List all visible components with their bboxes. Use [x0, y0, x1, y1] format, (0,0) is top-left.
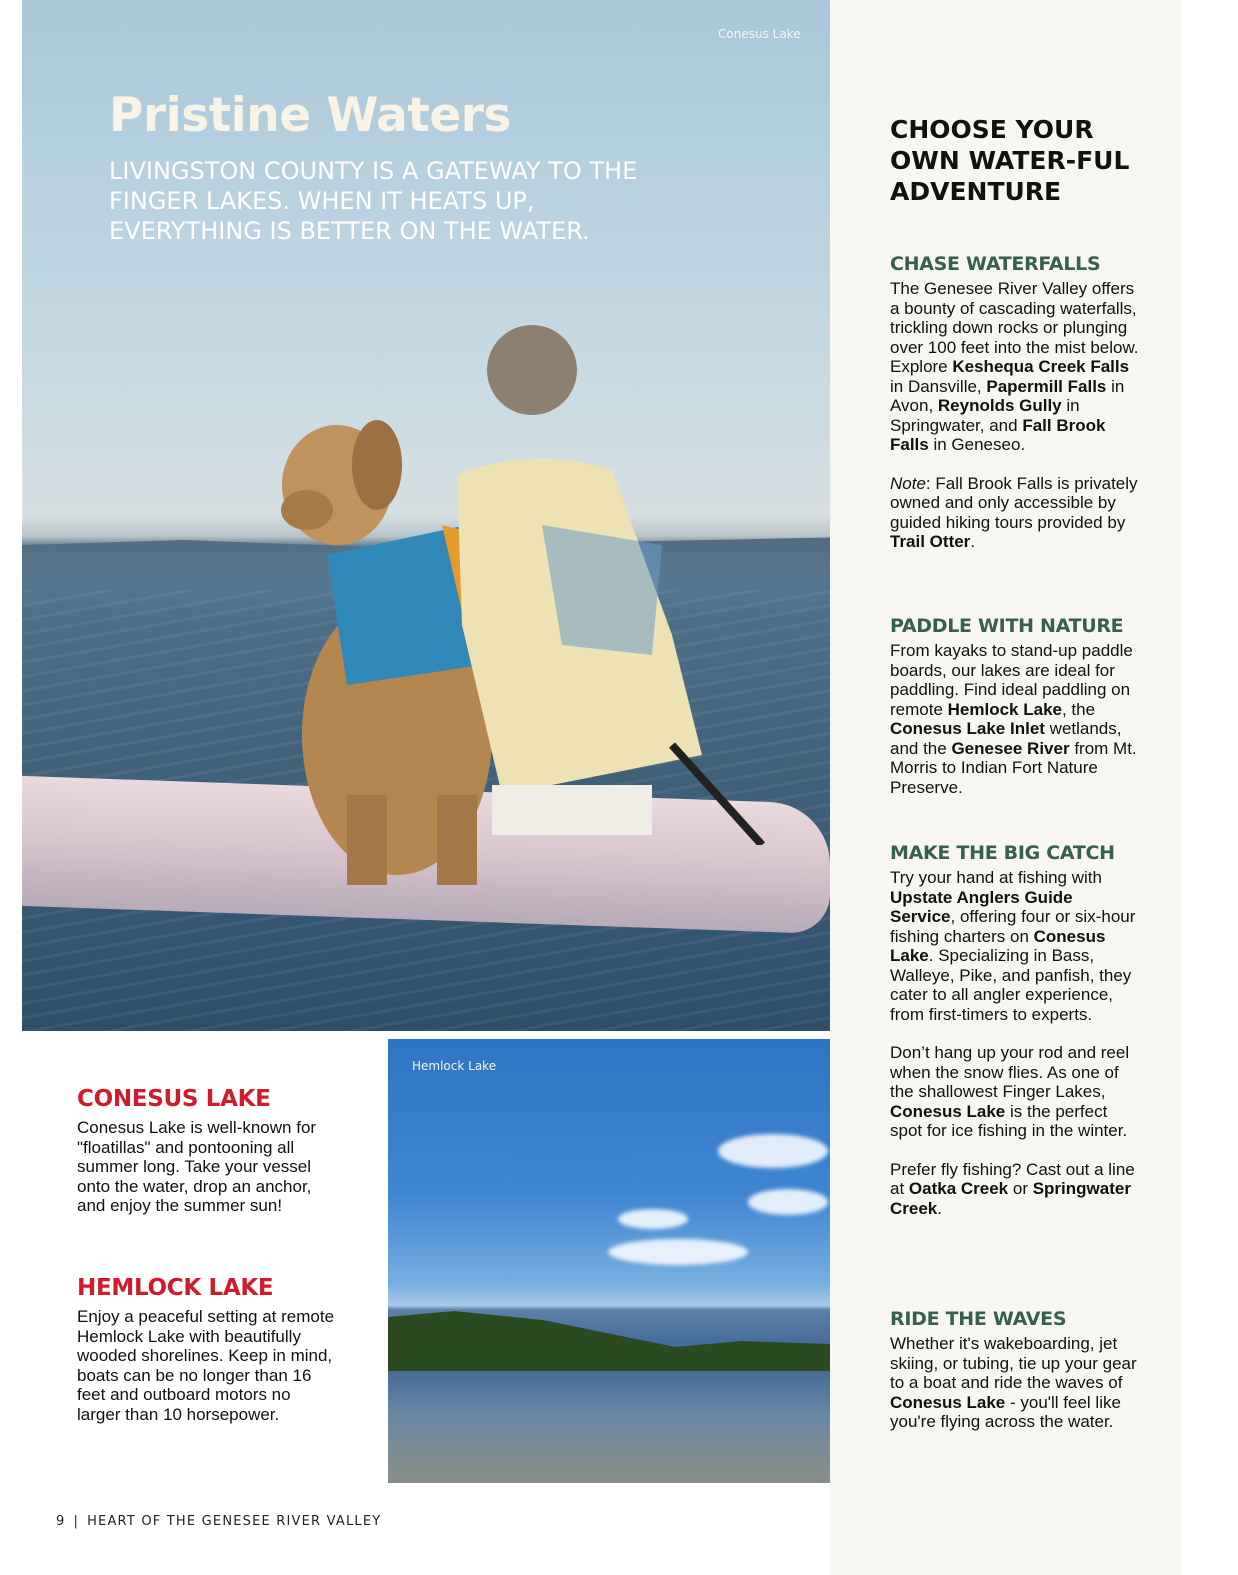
bold-place-name: Fall Brook Falls	[890, 415, 1106, 454]
bold-place-name: Keshequa Creek Falls	[952, 357, 1130, 376]
text-run: or	[1008, 1179, 1033, 1198]
hemlock-lake-block	[77, 1275, 337, 1424]
cloud	[748, 1189, 828, 1215]
page-title: Pristine Waters	[109, 88, 511, 143]
lake-body: Enjoy a peaceful setting at remote Hemlock Lake with beautifully wooded shorelines. Keep in mind, boats can be no longer than 16 feet and outboard motors no larger than 10 horsepower.	[77, 1307, 335, 1424]
text-run: in Springwater, and	[890, 396, 1080, 435]
bold-place-name: Genesee River	[951, 738, 1070, 758]
bold-place-name: Trail Otter	[890, 532, 971, 551]
woman-on-board-illustration	[442, 325, 772, 845]
section-title: CHASE WATERFALLS	[890, 253, 1101, 275]
section-chase-waterfalls	[890, 253, 1142, 571]
bold-place-name: Springwater Creek	[890, 1179, 1131, 1218]
bold-place-name: Conesus Lake	[890, 1392, 1006, 1412]
cloud	[718, 1134, 828, 1168]
text-run: in Geneseo.	[928, 435, 1026, 454]
hero-photo	[22, 0, 830, 1031]
text-run: . Specializing in Bass, Walleye, Pike, and panfish, they cater to all angler experience, from first-timers to experts.	[890, 946, 1132, 1024]
text-run: - you'll feel like you're flying across the water.	[890, 1392, 1121, 1431]
text-run: From kayaks to stand-up paddle boards, our lakes are ideal for paddling. Find ideal paddling on remote	[890, 641, 1133, 719]
bold-place-name: Papermill Falls	[986, 376, 1107, 396]
text-run: in Avon,	[890, 376, 1125, 415]
cloud	[618, 1209, 688, 1229]
sidebar-heading: CHOOSE YOUR OWN WATER-FUL ADVENTURE	[890, 115, 1130, 206]
section-ride-the-waves	[890, 1308, 1142, 1451]
text-run: , offering four or six-hour fishing charters on	[890, 907, 1136, 946]
lake-body: Conesus Lake is well-known for "floatillas" and pontooning all summer long. Take your vessel onto the water, drop an anchor, and enjoy the summer sun!	[77, 1118, 317, 1215]
text-run: wetlands, and the	[890, 719, 1122, 758]
text-run: is the perfect spot for ice fishing in the winter.	[890, 1101, 1128, 1140]
text-run: .	[970, 532, 976, 551]
text-run: Don’t hang up your rod and reel when the snow flies. As one of the shallowest Finger Lakes,	[890, 1043, 1130, 1101]
section-paragraph	[890, 1334, 1142, 1432]
wooded-shoreline	[388, 1311, 830, 1371]
section-paragraph	[890, 1043, 1142, 1141]
bold-place-name: Upstate Anglers Guide Service	[890, 887, 1073, 926]
section-paragraph	[890, 641, 1142, 797]
text-run: .	[937, 1198, 942, 1218]
page-footer	[56, 1514, 381, 1529]
bold-place-name: Reynolds Gully	[937, 396, 1062, 415]
lake-title: CONESUS LAKE	[77, 1086, 271, 1112]
footer-separator: |	[73, 1514, 80, 1529]
photo-caption: Hemlock Lake	[412, 1059, 497, 1073]
section-paddle-with-nature	[890, 615, 1142, 816]
hemlock-lake-photo	[388, 1039, 830, 1483]
section-title: MAKE THE BIG CATCH	[890, 842, 1115, 864]
section-title: PADDLE WITH NATURE	[890, 615, 1124, 637]
publication-name: HEART OF THE GENESEE RIVER VALLEY	[87, 1514, 382, 1529]
section-paragraph	[890, 868, 1142, 1024]
text-run: Try your hand at fishing with	[890, 868, 1102, 887]
conesus-lake-block	[77, 1086, 337, 1216]
bold-place-name: Hemlock Lake	[947, 699, 1062, 719]
bold-place-name: Oatka Creek	[908, 1179, 1009, 1198]
section-paragraph	[890, 279, 1142, 455]
section-make-the-big-catch	[890, 842, 1142, 1237]
cloud	[608, 1239, 748, 1265]
bold-place-name: Conesus Lake	[890, 926, 1106, 965]
text-run: Whether it's wakeboarding, jet skiing, or tubing, tie up your gear to a boat and ride the waves of	[890, 1334, 1137, 1392]
bold-place-name: Conesus Lake Inlet	[890, 719, 1045, 738]
lake-title: HEMLOCK LAKE	[77, 1275, 274, 1301]
page-number: 9	[56, 1514, 66, 1529]
italic-label: Note	[890, 473, 926, 493]
text-run: from Mt. Morris to Indian Fort Nature Preserve.	[890, 738, 1137, 797]
text-run: : Fall Brook Falls is privately owned and only accessible by guided hiking tours provided by	[890, 473, 1138, 532]
text-run: Prefer fly fishing? Cast out a line at	[890, 1159, 1135, 1198]
page-subtitle: LIVINGSTON COUNTY IS A GATEWAY TO THE FINGER LAKES. WHEN IT HEATS UP, EVERYTHING IS BETTER ON THE WATER.	[109, 157, 638, 245]
bold-place-name: Conesus Lake	[890, 1101, 1006, 1121]
photo-caption: Conesus Lake	[718, 27, 801, 41]
text-run: The Genesee River Valley offers a bounty of cascading waterfalls, trickling down rocks or plunging over 100 feet into the mist below. Explore	[890, 279, 1139, 376]
text-run: , the	[1061, 699, 1096, 719]
text-run: in Dansville,	[890, 376, 987, 396]
section-paragraph	[890, 474, 1142, 552]
section-paragraph	[890, 1160, 1142, 1219]
section-title: RIDE THE WAVES	[890, 1308, 1067, 1330]
